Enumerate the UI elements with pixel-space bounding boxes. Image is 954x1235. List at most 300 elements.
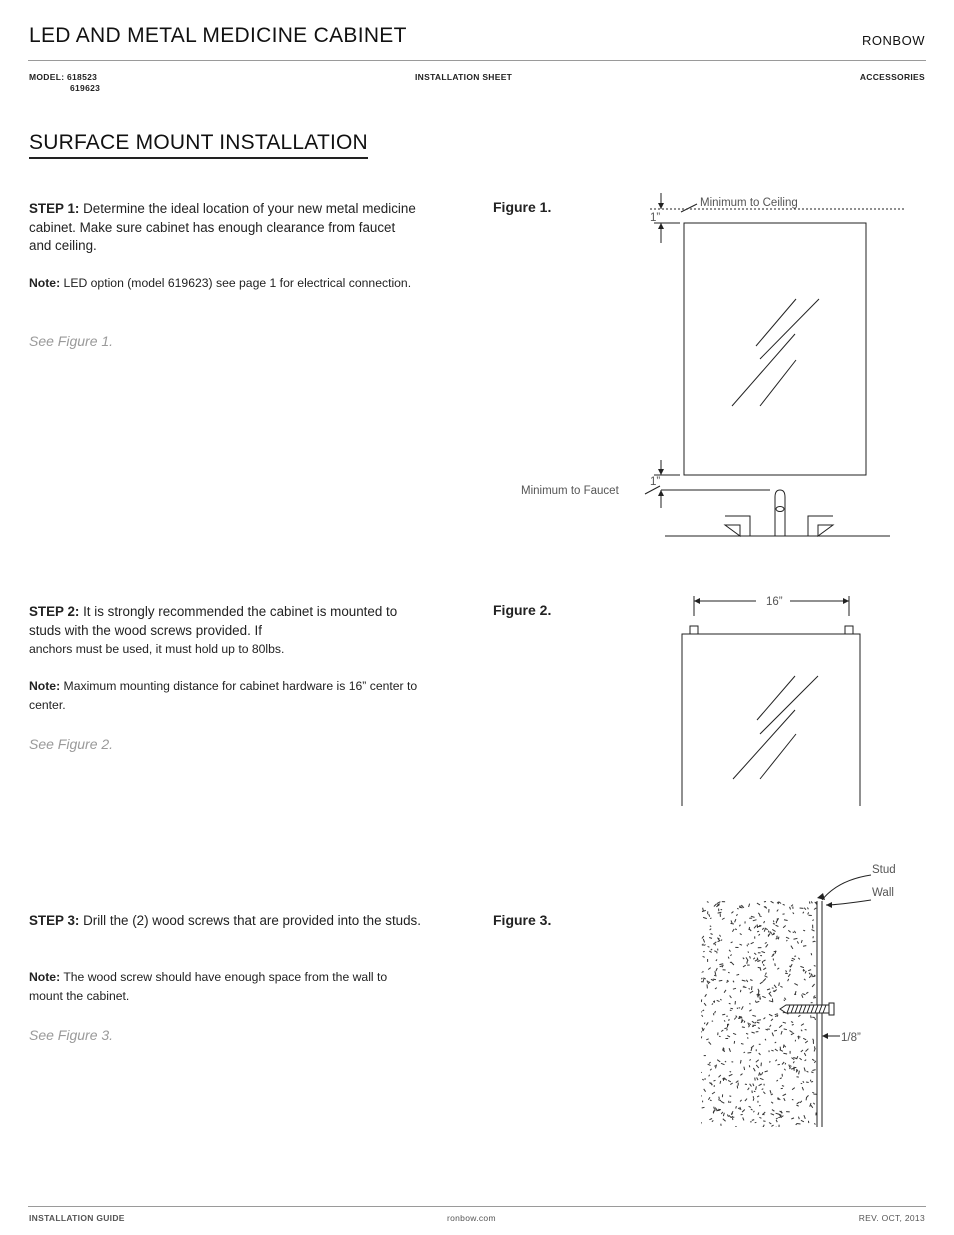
top-gap-label: 1” (650, 212, 661, 224)
texture-speck (784, 1046, 786, 1048)
texture-speck (771, 1050, 773, 1051)
texture-speck (755, 1122, 757, 1123)
texture-speck (714, 951, 716, 952)
texture-speck (811, 974, 813, 976)
texture-speck (730, 996, 732, 999)
texture-speck (797, 1124, 801, 1125)
texture-speck (790, 1066, 791, 1067)
texture-speck (783, 1022, 786, 1023)
texture-speck (791, 946, 793, 949)
texture-speck (791, 1022, 793, 1023)
texture-speck (775, 963, 776, 966)
texture-speck (803, 912, 804, 914)
texture-speck (743, 965, 746, 967)
texture-speck (764, 1018, 766, 1020)
texture-speck (712, 1120, 713, 1121)
texture-speck (729, 1048, 730, 1052)
texture-speck (736, 1016, 737, 1018)
stud-leader (822, 875, 871, 900)
texture-speck (803, 930, 805, 931)
texture-speck (712, 1092, 715, 1094)
texture-speck (742, 1110, 745, 1113)
texture-speck (715, 971, 716, 975)
texture-speck (809, 976, 811, 978)
texture-speck (791, 1033, 794, 1035)
texture-speck (794, 931, 795, 933)
texture-speck (728, 972, 730, 973)
texture-speck (731, 923, 734, 924)
texture-speck (718, 941, 720, 942)
texture-speck (727, 1029, 728, 1031)
texture-speck (811, 901, 812, 903)
texture-speck (719, 1036, 721, 1037)
texture-speck (790, 964, 792, 967)
texture-speck (767, 989, 770, 990)
texture-speck (709, 914, 710, 917)
texture-speck (770, 1090, 771, 1093)
texture-speck (755, 960, 758, 962)
texture-speck (702, 936, 704, 939)
texture-speck (731, 1113, 733, 1114)
texture-speck (722, 965, 723, 968)
figure-1-label: Figure 1. (493, 199, 552, 215)
texture-speck (729, 1019, 730, 1021)
texture-speck (710, 926, 711, 927)
texture-speck (781, 1031, 782, 1035)
texture-speck (810, 1080, 811, 1082)
texture-speck (730, 1072, 732, 1073)
step-1-see-figure: See Figure 1. (29, 333, 114, 349)
texture-speck (717, 1000, 720, 1001)
texture-speck (740, 944, 743, 945)
texture-speck (752, 1032, 755, 1033)
texture-speck (755, 1022, 756, 1024)
texture-speck (790, 1031, 793, 1033)
texture-speck (750, 956, 751, 958)
texture-speck (748, 1053, 752, 1054)
texture-speck (776, 1118, 778, 1119)
texture-speck (752, 1026, 754, 1027)
wall-label: Wall (872, 887, 894, 899)
texture-speck (801, 940, 802, 943)
texture-speck (803, 1081, 804, 1083)
texture-speck (730, 955, 731, 956)
texture-speck (718, 1109, 721, 1110)
texture-speck (768, 931, 769, 933)
texture-speck (801, 1030, 802, 1032)
texture-speck (706, 1039, 708, 1040)
texture-speck (746, 1033, 748, 1034)
texture-speck (777, 968, 779, 969)
texture-speck (735, 929, 737, 930)
texture-speck (749, 1065, 750, 1067)
texture-speck (723, 1113, 724, 1116)
texture-speck (740, 1100, 742, 1102)
texture-speck (765, 973, 766, 975)
texture-speck (749, 988, 750, 989)
texture-speck (814, 966, 816, 967)
texture-speck (800, 966, 804, 967)
texture-speck (727, 1036, 730, 1037)
texture-speck (749, 904, 750, 907)
texture-speck (713, 942, 716, 944)
texture-speck (740, 990, 741, 992)
texture-speck (708, 946, 710, 947)
texture-speck (710, 1100, 712, 1101)
texture-speck (731, 942, 733, 943)
texture-speck (736, 1081, 739, 1083)
texture-speck (766, 944, 768, 947)
texture-speck (813, 976, 815, 977)
texture-speck (711, 934, 713, 935)
texture-speck (811, 1082, 813, 1083)
texture-speck (739, 1008, 740, 1009)
texture-speck (716, 959, 717, 961)
texture-speck (718, 1100, 721, 1101)
texture-speck (741, 1006, 743, 1009)
texture-speck (769, 1123, 771, 1124)
texture-speck (771, 1114, 774, 1115)
texture-speck (721, 1030, 723, 1031)
texture-speck (744, 1067, 745, 1070)
texture-speck (756, 1001, 759, 1002)
texture-speck (800, 1058, 802, 1060)
texture-speck (775, 1060, 777, 1062)
texture-speck (740, 1060, 741, 1064)
texture-speck (763, 968, 766, 970)
texture-speck (795, 991, 796, 994)
footer-divider (28, 1206, 926, 1207)
texture-speck (760, 968, 761, 971)
texture-speck (701, 978, 702, 979)
step-1-label: STEP 1: (29, 201, 80, 216)
texture-speck (715, 944, 716, 945)
texture-speck (758, 967, 761, 968)
texture-speck (763, 964, 764, 966)
texture-speck (703, 956, 705, 957)
texture-speck (779, 1025, 782, 1028)
texture-speck (805, 971, 806, 974)
texture-speck (759, 1072, 760, 1075)
texture-speck (790, 969, 791, 972)
document-title: LED AND METAL MEDICINE CABINET (29, 24, 407, 47)
texture-speck (815, 1018, 816, 1020)
brand-logo: RONBOW (862, 33, 925, 48)
texture-speck (721, 940, 722, 941)
texture-speck (719, 964, 723, 965)
texture-speck (762, 996, 765, 997)
texture-speck (765, 976, 768, 978)
texture-speck (807, 908, 808, 910)
texture-speck (759, 1117, 761, 1118)
stud-texture (699, 901, 818, 1130)
texture-speck (746, 980, 747, 982)
texture-speck (709, 1119, 712, 1120)
texture-speck (783, 1053, 787, 1054)
texture-speck (704, 1003, 706, 1006)
texture-speck (790, 907, 791, 910)
texture-speck (814, 908, 816, 910)
texture-speck (784, 1029, 787, 1030)
texture-speck (784, 1098, 785, 1101)
texture-speck (797, 1102, 800, 1104)
texture-speck (763, 960, 765, 961)
texture-speck (709, 1042, 711, 1045)
texture-speck (764, 907, 767, 908)
texture-speck (791, 905, 793, 907)
texture-speck (709, 951, 711, 952)
texture-speck (809, 973, 810, 975)
step-2-see-figure: See Figure 2. (29, 736, 114, 752)
texture-speck (788, 979, 789, 981)
texture-speck (804, 908, 806, 910)
texture-speck (770, 932, 772, 934)
texture-speck (737, 908, 738, 909)
texture-speck (800, 1101, 802, 1103)
stud-label: Stud (872, 864, 896, 876)
texture-speck (738, 1108, 740, 1109)
texture-speck (720, 999, 721, 1000)
texture-speck (721, 1112, 723, 1114)
texture-speck (806, 1095, 808, 1097)
texture-speck (714, 1080, 716, 1081)
texture-speck (753, 1068, 755, 1071)
texture-speck (704, 945, 705, 946)
texture-speck (759, 916, 761, 917)
texture-speck (763, 1121, 765, 1122)
texture-speck (704, 1023, 705, 1025)
texture-speck (740, 1074, 742, 1076)
texture-speck (744, 1052, 745, 1053)
texture-speck (765, 1071, 768, 1072)
texture-speck (804, 1115, 805, 1119)
texture-speck (757, 903, 760, 905)
texture-speck (814, 1061, 815, 1063)
texture-speck (802, 994, 805, 995)
texture-speck (805, 1030, 807, 1031)
texture-speck (714, 904, 717, 907)
texture-speck (806, 992, 808, 993)
texture-speck (775, 1049, 778, 1051)
texture-speck (758, 1028, 760, 1029)
texture-speck (808, 970, 811, 971)
texture-speck (703, 939, 704, 943)
texture-speck (701, 1122, 702, 1124)
texture-speck (710, 918, 711, 919)
texture-speck (728, 1080, 731, 1081)
texture-speck (772, 1033, 773, 1037)
step-2-body: It is strongly recommended the cabinet is mounted to studs with the wood screws provided. If (29, 604, 398, 638)
model-number-second: 619623 (70, 83, 101, 93)
texture-speck (729, 1003, 731, 1004)
texture-speck (793, 1061, 794, 1063)
texture-speck (812, 984, 815, 987)
texture-speck (736, 1106, 737, 1108)
texture-speck (770, 1061, 771, 1063)
texture-speck (702, 1107, 705, 1108)
texture-speck (814, 996, 816, 997)
texture-speck (729, 1074, 733, 1076)
texture-speck (778, 937, 779, 940)
texture-speck (780, 1078, 782, 1079)
texture-speck (720, 1081, 721, 1084)
texture-speck (812, 1059, 814, 1061)
texture-speck (742, 980, 746, 981)
texture-speck (705, 994, 707, 997)
texture-speck (714, 1107, 715, 1110)
texture-speck (788, 974, 790, 977)
texture-speck (797, 1056, 798, 1059)
texture-speck (763, 1125, 764, 1128)
texture-speck (713, 1013, 714, 1015)
texture-speck (750, 1084, 752, 1087)
texture-speck (780, 1050, 783, 1052)
texture-speck (727, 1115, 728, 1117)
texture-speck (751, 942, 754, 944)
texture-speck (793, 1058, 796, 1059)
texture-speck (801, 1050, 803, 1052)
texture-speck (753, 958, 755, 959)
texture-speck (750, 1059, 751, 1060)
texture-speck (801, 1120, 804, 1122)
texture-speck (721, 1063, 725, 1064)
texture-speck (734, 1018, 736, 1020)
texture-speck (813, 941, 815, 942)
texture-speck (752, 1120, 754, 1121)
texture-speck (772, 988, 774, 989)
texture-speck (777, 1080, 778, 1081)
texture-speck (753, 1084, 754, 1087)
texture-speck (763, 1092, 765, 1094)
texture-speck (776, 1120, 777, 1122)
texture-speck (737, 1008, 738, 1009)
texture-speck (784, 998, 786, 1000)
texture-speck (749, 929, 751, 931)
texture-speck (804, 1053, 806, 1056)
texture-speck (769, 1014, 772, 1016)
texture-speck (804, 979, 806, 980)
texture-speck (749, 1106, 751, 1107)
texture-speck (729, 950, 730, 952)
texture-speck (701, 1036, 702, 1038)
texture-speck (762, 1089, 764, 1090)
texture-speck (801, 1024, 804, 1026)
step-3-see-figure: See Figure 3. (29, 1027, 114, 1043)
texture-speck (813, 936, 814, 938)
texture-speck (706, 1022, 708, 1025)
texture-speck (752, 1021, 754, 1023)
texture-speck (750, 1003, 751, 1004)
texture-speck (752, 986, 753, 990)
step-2-label: STEP 2: (29, 604, 80, 619)
texture-speck (707, 981, 709, 985)
footer-revision: REV. OCT, 2013 (858, 1213, 925, 1223)
texture-speck (773, 921, 774, 923)
texture-speck (777, 910, 779, 912)
texture-speck (775, 951, 776, 954)
step-3-body: Drill the (2) wood screws that are provided into the studs. (79, 913, 421, 928)
texture-speck (747, 960, 748, 962)
texture-speck (762, 928, 763, 930)
texture-speck (748, 951, 749, 953)
texture-speck (757, 960, 760, 961)
texture-speck (774, 985, 776, 988)
texture-speck (730, 1008, 733, 1009)
texture-speck (805, 1041, 808, 1043)
texture-speck (770, 1025, 771, 1027)
step-3-note-label: Note: (29, 970, 61, 984)
texture-speck (771, 1102, 773, 1103)
texture-speck (771, 1094, 773, 1095)
texture-speck (703, 979, 704, 981)
texture-speck (799, 1117, 800, 1120)
texture-speck (725, 1061, 726, 1062)
texture-speck (759, 1053, 761, 1055)
texture-speck (755, 1078, 756, 1081)
texture-speck (758, 1112, 759, 1115)
texture-speck (772, 929, 775, 931)
texture-speck (791, 1118, 794, 1119)
texture-speck (740, 934, 742, 935)
texture-speck (747, 945, 748, 947)
texture-speck (784, 920, 788, 921)
texture-speck (774, 990, 777, 992)
texture-speck (776, 1127, 779, 1128)
texture-speck (730, 1102, 731, 1103)
texture-speck (771, 901, 774, 903)
texture-speck (756, 1060, 759, 1062)
step-3-label: STEP 3: (29, 913, 80, 928)
texture-speck (750, 980, 752, 981)
step-1-body: Determine the ideal location of your new metal medicine cabinet. Make sure cabinet has enough clearance from faucet and ceiling. (29, 201, 416, 253)
texture-speck (763, 979, 766, 982)
texture-speck (731, 912, 733, 914)
texture-speck (755, 1001, 756, 1003)
texture-speck (776, 936, 777, 938)
texture-speck (772, 1110, 775, 1112)
texture-speck (812, 1070, 815, 1071)
texture-speck (715, 988, 717, 989)
step-1-note-label: Note: (29, 276, 61, 290)
texture-speck (769, 994, 771, 997)
step-2-body-small: anchors must be used, it must hold up to 80lbs. (29, 642, 285, 656)
texture-speck (764, 921, 765, 923)
texture-speck (699, 1032, 701, 1034)
texture-speck (741, 1044, 744, 1045)
texture-speck (803, 1038, 806, 1040)
texture-speck (807, 1071, 809, 1072)
texture-speck (717, 902, 721, 904)
texture-speck (809, 902, 810, 904)
texture-speck (717, 938, 719, 939)
texture-speck (743, 987, 747, 988)
texture-speck (710, 1069, 712, 1071)
texture-speck (728, 957, 729, 959)
texture-speck (743, 1117, 744, 1120)
texture-speck (777, 1015, 778, 1017)
texture-speck (773, 924, 775, 925)
texture-speck (798, 1015, 800, 1017)
texture-speck (739, 907, 742, 908)
texture-speck (775, 1042, 777, 1043)
texture-speck (794, 983, 798, 985)
texture-speck (765, 1039, 766, 1041)
texture-speck (802, 1087, 803, 1090)
texture-speck (712, 1004, 713, 1005)
texture-speck (724, 990, 726, 993)
texture-speck (723, 1119, 726, 1122)
texture-speck (744, 1021, 745, 1023)
